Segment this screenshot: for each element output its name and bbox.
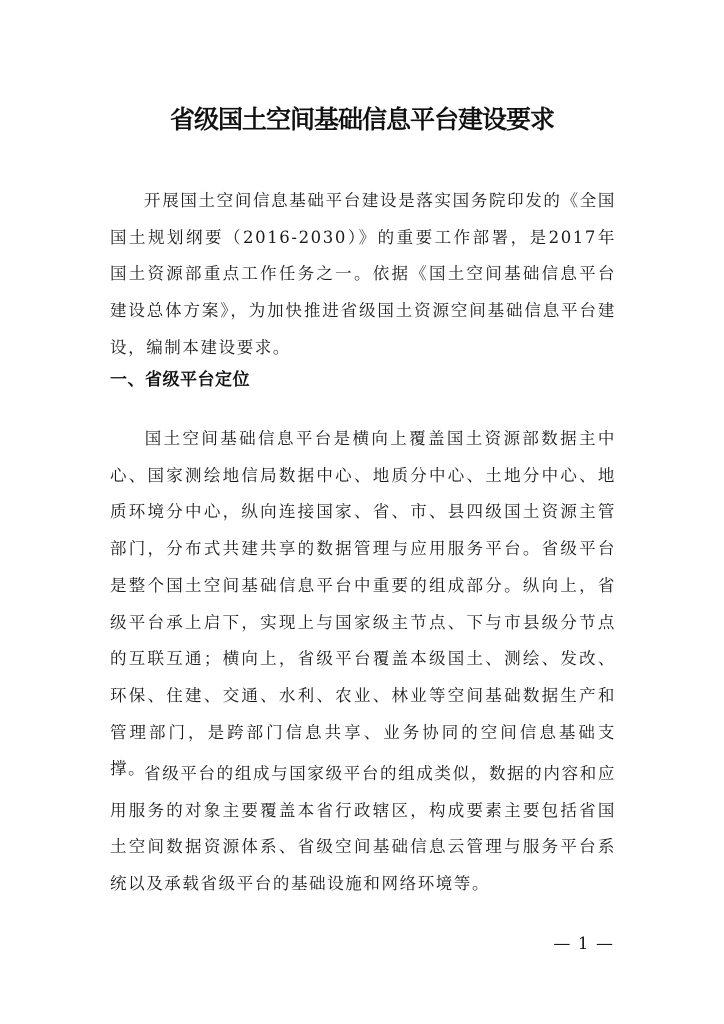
section-heading: 一、省级平台定位 bbox=[110, 370, 250, 390]
section-paragraph-1-text: 国土空间基础信息平台是横向上覆盖国土资源部数据主中心、国家测绘地信局数据中心、地质分中心、土地分中心、地质环境分中心，纵向连接国家、省、市、县四级国土资源主管部门，分布式共建共享的数据管理与应用服务平台。省级平台是整个国土空间基础信息平台中重要的组成部分。纵向上，省级平台承上启下，实现上与国家级主节点、下与市县级分节点的互联互通；横向上，省级平台覆盖本级国土、测绘、发改、环保、住建、交通、水利、农业、林业等空间基础数据生产和管理部门，是跨部门信息共享、业务协同的空间信息基础支撑。 bbox=[110, 429, 616, 779]
section-paragraph-1 bbox=[110, 421, 616, 788]
intro-paragraph bbox=[110, 183, 616, 367]
intro-paragraph-text: 开展国土空间信息基础平台建设是落实国务院印发的《全国国土规划纲要（2016-2030）》的重要工作部署，是2017年国土资源部重点工作任务之一。依据《国土空间基础信息平台建设总体方案》，为加快推进省级国土资源空间基础信息平台建设，编制本建设要求。 bbox=[110, 191, 616, 357]
section-paragraph-2-text: 省级平台的组成与国家级平台的组成类似，数据的内容和应用服务的对象主要覆盖本省行政辖区，构成要素主要包括省国土空间数据资源体系、省级空间基础信息云管理与服务平台系统以及承载省级平台的基础设施和网络环境等。 bbox=[110, 764, 616, 894]
section-paragraph-2 bbox=[110, 756, 616, 903]
page-number: — 1 — bbox=[553, 934, 614, 954]
document-title: 省级国土空间基础信息平台建设要求 bbox=[169, 105, 554, 134]
